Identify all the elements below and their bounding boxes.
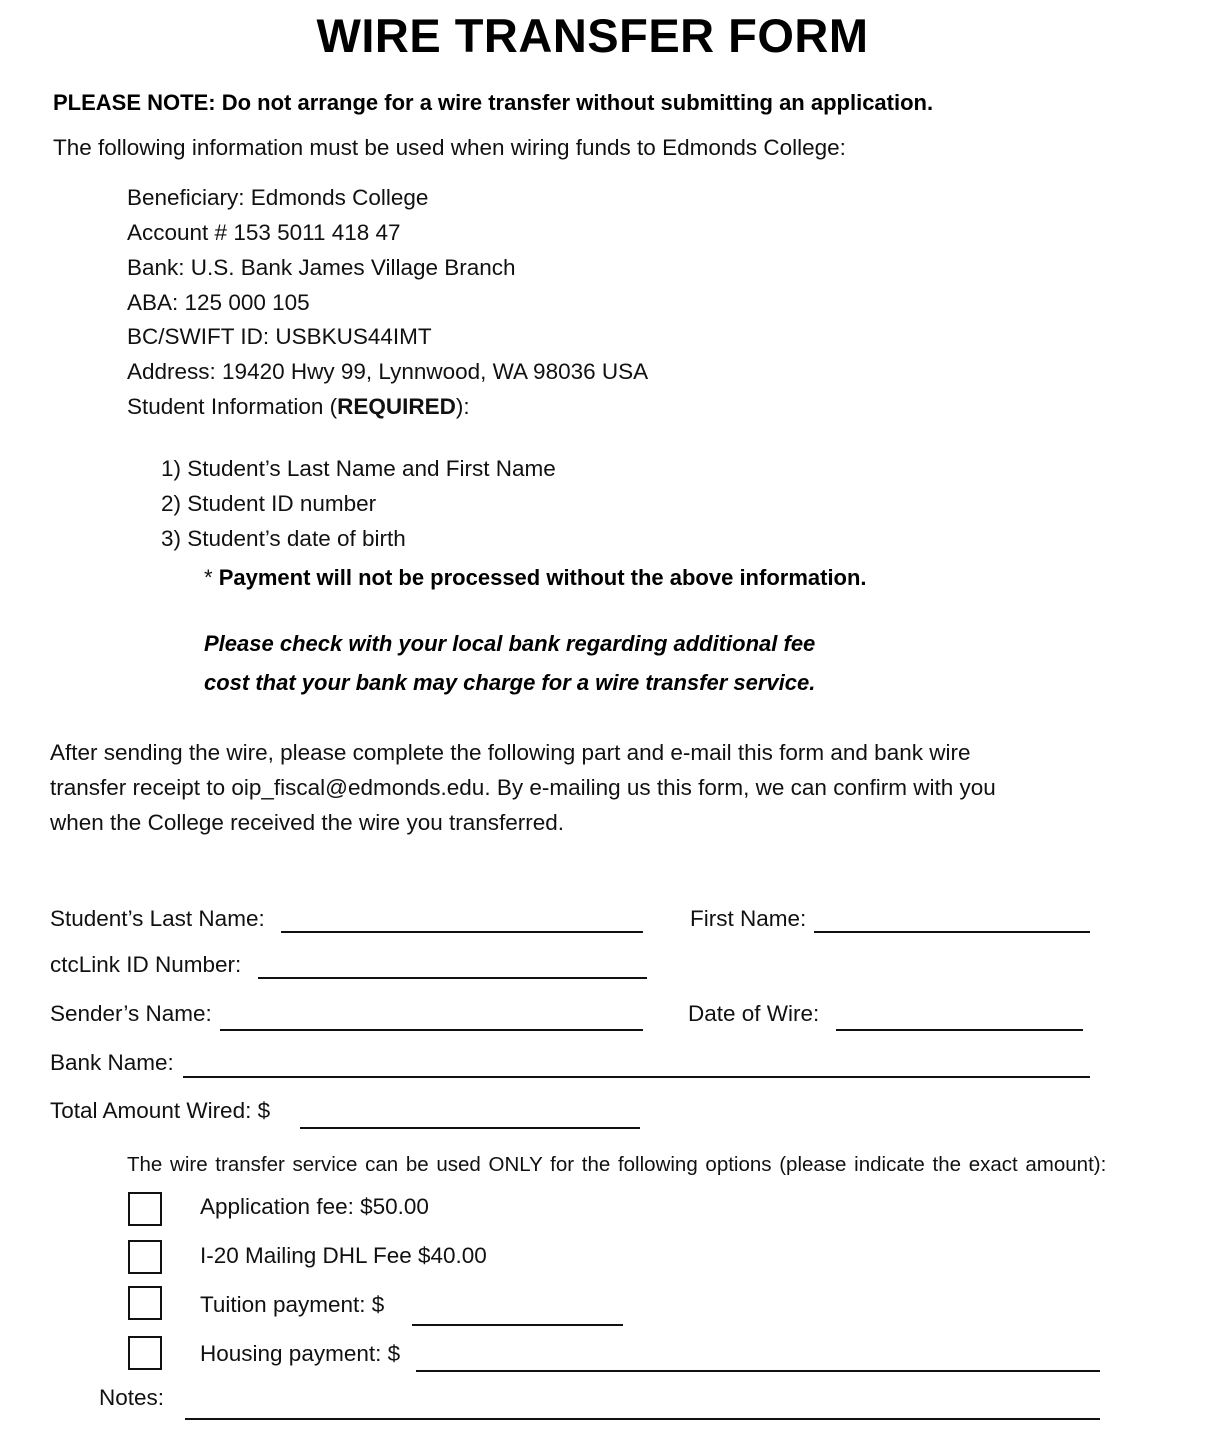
first-name-field[interactable]	[814, 931, 1090, 933]
aba-line: ABA: 125 000 105	[127, 290, 310, 315]
payment-warning	[204, 565, 867, 591]
required-item-1: 1) Student’s Last Name and First Name	[161, 456, 556, 481]
ctclink-id-field[interactable]	[258, 977, 647, 979]
beneficiary-line: Beneficiary: Edmonds College	[127, 185, 429, 210]
account-line: Account # 153 5011 418 47	[127, 220, 401, 245]
required-item-3: 3) Student’s date of birth	[161, 526, 406, 551]
tuition-payment-field[interactable]	[412, 1324, 623, 1326]
sender-name-field[interactable]	[220, 1029, 643, 1031]
last-name-field[interactable]	[281, 931, 643, 933]
tuition-payment-label: Tuition payment: $	[200, 1292, 385, 1317]
bank-name-field[interactable]	[183, 1076, 1090, 1078]
after-sending-line-1: After sending the wire, please complete the following part and e-mail this form and bank wire	[50, 740, 971, 765]
date-of-wire-label: Date of Wire:	[688, 1001, 820, 1026]
housing-payment-field[interactable]	[416, 1370, 1100, 1372]
form-title: WIRE TRANSFER FORM	[316, 9, 869, 62]
student-info-suffix: ):	[455, 394, 470, 419]
please-note	[53, 90, 933, 116]
options-intro: The wire transfer service can be used ONLY for the following options (please indicate the exact amount):	[127, 1153, 1107, 1176]
total-amount-field[interactable]	[300, 1127, 640, 1129]
housing-payment-checkbox[interactable]	[128, 1336, 162, 1370]
please-note-label: PLEASE NOTE:	[53, 90, 216, 115]
after-sending-line-2: transfer receipt to oip_fiscal@edmonds.edu. By e-mailing us this form, we can confirm with you	[50, 775, 996, 800]
fee-notice-line-1: Please check with your local bank regarding additional fee	[204, 631, 816, 656]
housing-payment-label: Housing payment: $	[200, 1341, 401, 1366]
sender-name-label: Sender’s Name:	[50, 1001, 212, 1026]
i20-mailing-fee-checkbox[interactable]	[128, 1240, 162, 1274]
date-of-wire-field[interactable]	[836, 1029, 1083, 1031]
student-info-required: REQUIRED	[337, 394, 456, 419]
payment-warning-star: *	[204, 565, 213, 590]
notes-field[interactable]	[185, 1418, 1100, 1420]
address-line: Address: 19420 Hwy 99, Lynnwood, WA 98036 USA	[127, 359, 649, 384]
required-item-2: 2) Student ID number	[161, 491, 377, 516]
please-note-text: Do not arrange for a wire transfer without submitting an application.	[221, 90, 934, 115]
after-sending-line-3: when the College received the wire you transferred.	[50, 810, 565, 835]
fee-notice-line-2: cost that your bank may charge for a wire transfer service.	[204, 670, 816, 695]
ctclink-id-label: ctcLink ID Number:	[50, 952, 242, 977]
application-fee-checkbox[interactable]	[128, 1192, 162, 1226]
intro-text: The following information must be used when wiring funds to Edmonds College:	[53, 135, 846, 160]
last-name-label: Student’s Last Name:	[50, 906, 265, 931]
student-info-line	[127, 394, 470, 420]
total-amount-label: Total Amount Wired: $	[50, 1098, 271, 1123]
swift-line: BC/SWIFT ID: USBKUS44IMT	[127, 324, 432, 349]
bank-line: Bank: U.S. Bank James Village Branch	[127, 255, 516, 280]
application-fee-label: Application fee: $50.00	[200, 1194, 429, 1219]
bank-name-label: Bank Name:	[50, 1050, 174, 1075]
notes-label: Notes:	[99, 1385, 165, 1410]
payment-warning-text: Payment will not be processed without the above information.	[218, 565, 867, 590]
tuition-payment-checkbox[interactable]	[128, 1286, 162, 1320]
i20-mailing-fee-label: I-20 Mailing DHL Fee $40.00	[200, 1243, 487, 1268]
student-info-prefix: Student Information (	[127, 394, 338, 419]
first-name-label: First Name:	[690, 906, 807, 931]
